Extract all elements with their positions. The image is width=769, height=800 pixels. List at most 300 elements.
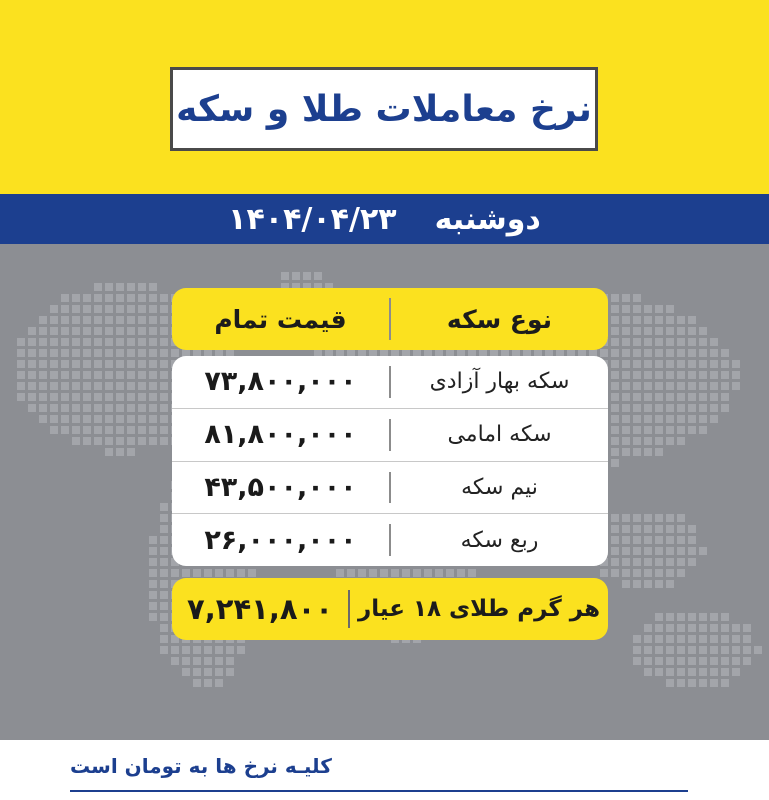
map-dot <box>699 382 707 390</box>
map-dot <box>688 558 696 566</box>
map-dot <box>72 426 80 434</box>
map-dot <box>721 624 729 632</box>
map-dot <box>94 349 102 357</box>
map-dot <box>83 415 91 423</box>
map-dot <box>655 635 663 643</box>
map-dot <box>644 525 652 533</box>
map-dot <box>116 360 124 368</box>
map-dot <box>149 591 157 599</box>
map-dot <box>688 657 696 665</box>
map-dot <box>655 437 663 445</box>
map-dot <box>83 404 91 412</box>
map-dot <box>644 327 652 335</box>
map-dot <box>655 426 663 434</box>
map-dot <box>138 437 146 445</box>
map-dot <box>644 382 652 390</box>
map-dot <box>50 316 58 324</box>
map-dot <box>72 371 80 379</box>
map-dot <box>402 569 410 577</box>
table-row <box>172 356 608 409</box>
map-dot <box>127 294 135 302</box>
map-dot <box>204 679 212 687</box>
map-dot <box>116 338 124 346</box>
gold-price: ۷,۲۴۱,۸۰۰ <box>187 592 333 626</box>
map-dot <box>215 569 223 577</box>
date-line <box>228 202 541 237</box>
map-dot <box>138 283 146 291</box>
map-dot <box>138 305 146 313</box>
map-dot <box>160 591 168 599</box>
map-dot <box>688 338 696 346</box>
map-dot <box>160 624 168 632</box>
map-dot <box>655 382 663 390</box>
map-dot <box>611 448 619 456</box>
map-dot <box>39 349 47 357</box>
map-dot <box>105 283 113 291</box>
map-dot <box>193 657 201 665</box>
map-dot <box>644 635 652 643</box>
map-dot <box>116 316 124 324</box>
map-dot <box>644 426 652 434</box>
map-dot <box>622 580 630 588</box>
gold-label: هر گرم طلای ۱۸ عیار <box>357 596 601 622</box>
table-body <box>172 356 608 566</box>
map-dot <box>72 316 80 324</box>
map-dot <box>28 371 36 379</box>
map-dot <box>644 536 652 544</box>
map-dot <box>149 580 157 588</box>
map-dot <box>688 624 696 632</box>
map-dot <box>446 569 454 577</box>
map-dot <box>677 404 685 412</box>
map-dot <box>160 646 168 654</box>
map-dot <box>83 382 91 390</box>
map-dot <box>666 657 674 665</box>
map-dot <box>61 393 69 401</box>
map-dot <box>303 272 311 280</box>
map-dot <box>160 294 168 302</box>
map-dot <box>633 580 641 588</box>
map-dot <box>666 547 674 555</box>
map-dot <box>39 316 47 324</box>
map-dot <box>622 360 630 368</box>
row-divider <box>389 472 391 504</box>
map-dot <box>61 327 69 335</box>
map-dot <box>94 393 102 401</box>
map-dot <box>677 349 685 357</box>
map-dot <box>116 327 124 335</box>
map-dot <box>633 393 641 401</box>
map-dot <box>39 338 47 346</box>
map-dot <box>666 635 674 643</box>
map-dot <box>721 635 729 643</box>
map-dot <box>50 305 58 313</box>
map-dot <box>633 657 641 665</box>
map-dot <box>160 349 168 357</box>
map-dot <box>127 404 135 412</box>
map-dot <box>72 382 80 390</box>
map-dot <box>292 272 300 280</box>
coin-name: سکه امامی <box>447 422 552 448</box>
map-dot <box>105 437 113 445</box>
map-dot <box>633 437 641 445</box>
map-dot <box>105 294 113 302</box>
map-dot <box>28 327 36 335</box>
map-dot <box>160 635 168 643</box>
map-dot <box>710 415 718 423</box>
currency-note: کلیـه نرخ ها به تومان است <box>70 754 332 778</box>
map-dot <box>50 404 58 412</box>
map-dot <box>94 371 102 379</box>
map-dot <box>149 613 157 621</box>
map-dot <box>677 415 685 423</box>
map-dot <box>688 415 696 423</box>
map-dot <box>611 327 619 335</box>
row-divider <box>389 366 391 398</box>
map-dot <box>611 305 619 313</box>
map-dot <box>138 338 146 346</box>
map-dot <box>182 569 190 577</box>
map-dot <box>710 360 718 368</box>
map-dot <box>127 415 135 423</box>
map-dot <box>94 327 102 335</box>
map-dot <box>666 393 674 401</box>
map-dot <box>655 327 663 335</box>
map-dot <box>28 393 36 401</box>
table-row <box>172 514 608 566</box>
map-dot <box>721 679 729 687</box>
map-dot <box>743 657 751 665</box>
map-dot <box>105 404 113 412</box>
map-dot <box>149 426 157 434</box>
map-dot <box>116 404 124 412</box>
map-dot <box>677 316 685 324</box>
map-dot <box>391 569 399 577</box>
map-dot <box>677 613 685 621</box>
map-dot <box>677 382 685 390</box>
map-dot <box>94 426 102 434</box>
map-dot <box>644 404 652 412</box>
map-dot <box>710 613 718 621</box>
map-dot <box>611 349 619 357</box>
map-dot <box>677 635 685 643</box>
map-dot <box>666 404 674 412</box>
map-dot <box>743 624 751 632</box>
map-dot <box>72 349 80 357</box>
map-dot <box>83 305 91 313</box>
map-dot <box>138 415 146 423</box>
map-dot <box>105 426 113 434</box>
map-dot <box>655 360 663 368</box>
map-dot <box>732 635 740 643</box>
map-dot <box>149 547 157 555</box>
map-dot <box>160 426 168 434</box>
map-dot <box>61 360 69 368</box>
map-dot <box>666 613 674 621</box>
map-dot <box>633 635 641 643</box>
map-dot <box>138 371 146 379</box>
map-dot <box>61 404 69 412</box>
map-dot <box>50 371 58 379</box>
map-dot <box>160 305 168 313</box>
map-dot <box>116 283 124 291</box>
map-dot <box>83 316 91 324</box>
map-dot <box>688 360 696 368</box>
map-dot <box>127 448 135 456</box>
map-dot <box>94 415 102 423</box>
map-dot <box>622 415 630 423</box>
map-dot <box>710 646 718 654</box>
map-dot <box>721 349 729 357</box>
map-dot <box>622 525 630 533</box>
map-dot <box>61 349 69 357</box>
map-dot <box>237 569 245 577</box>
map-dot <box>611 393 619 401</box>
map-dot <box>94 283 102 291</box>
map-dot <box>688 679 696 687</box>
map-dot <box>116 415 124 423</box>
map-dot <box>160 580 168 588</box>
map-dot <box>655 371 663 379</box>
map-dot <box>666 580 674 588</box>
map-dot <box>622 448 630 456</box>
map-dot <box>666 525 674 533</box>
map-dot <box>17 382 25 390</box>
map-dot <box>116 382 124 390</box>
table-row <box>172 462 608 515</box>
map-dot <box>699 338 707 346</box>
map-dot <box>677 426 685 434</box>
map-dot <box>39 360 47 368</box>
map-dot <box>644 305 652 313</box>
coin-price: ۸۱,۸۰۰,۰۰۰ <box>204 419 357 451</box>
map-dot <box>611 536 619 544</box>
map-dot <box>611 360 619 368</box>
map-dot <box>644 624 652 632</box>
map-dot <box>127 437 135 445</box>
map-dot <box>127 283 135 291</box>
map-dot <box>699 613 707 621</box>
map-dot <box>666 338 674 346</box>
map-dot <box>149 305 157 313</box>
map-dot <box>138 316 146 324</box>
map-dot <box>688 635 696 643</box>
map-dot <box>182 646 190 654</box>
coin-name: ربع سکه <box>460 527 539 553</box>
map-dot <box>50 426 58 434</box>
map-dot <box>149 415 157 423</box>
map-dot <box>149 316 157 324</box>
map-dot <box>644 338 652 346</box>
column-header-type: نوع سکه <box>446 304 553 334</box>
map-dot <box>105 371 113 379</box>
map-dot <box>72 437 80 445</box>
map-dot <box>622 294 630 302</box>
map-dot <box>94 404 102 412</box>
map-dot <box>160 404 168 412</box>
map-dot <box>127 426 135 434</box>
map-dot <box>633 294 641 302</box>
map-dot <box>116 294 124 302</box>
map-dot <box>721 657 729 665</box>
table-row <box>172 409 608 462</box>
map-dot <box>83 360 91 368</box>
map-dot <box>721 668 729 676</box>
map-dot <box>138 294 146 302</box>
map-dot <box>677 514 685 522</box>
map-dot <box>435 569 443 577</box>
map-dot <box>72 415 80 423</box>
map-dot <box>622 536 630 544</box>
map-dot <box>655 393 663 401</box>
map-dot <box>644 448 652 456</box>
map-dot <box>699 393 707 401</box>
map-dot <box>611 547 619 555</box>
map-dot <box>655 448 663 456</box>
map-dot <box>655 668 663 676</box>
map-dot <box>721 382 729 390</box>
map-dot <box>160 371 168 379</box>
date-label: ۱۴۰۴/۰۴/۲۳ <box>228 201 397 237</box>
map-dot <box>666 305 674 313</box>
map-dot <box>149 349 157 357</box>
map-dot <box>633 558 641 566</box>
map-dot <box>50 338 58 346</box>
map-dot <box>622 569 630 577</box>
map-dot <box>622 514 630 522</box>
map-dot <box>83 338 91 346</box>
map-dot <box>127 371 135 379</box>
coin-price: ۷۳,۸۰۰,۰۰۰ <box>204 366 357 398</box>
map-dot <box>149 371 157 379</box>
map-dot <box>204 668 212 676</box>
map-dot <box>633 327 641 335</box>
map-dot <box>138 393 146 401</box>
map-dot <box>94 305 102 313</box>
map-dot <box>72 294 80 302</box>
map-dot <box>116 305 124 313</box>
map-dot <box>688 536 696 544</box>
map-dot <box>149 558 157 566</box>
footer-line <box>70 790 688 792</box>
map-dot <box>105 316 113 324</box>
map-dot <box>72 404 80 412</box>
map-dot <box>666 415 674 423</box>
coin-price-table <box>172 288 608 566</box>
map-dot <box>105 393 113 401</box>
map-dot <box>61 426 69 434</box>
map-dot <box>699 360 707 368</box>
map-dot <box>149 536 157 544</box>
map-dot <box>743 646 751 654</box>
map-dot <box>699 635 707 643</box>
map-dot <box>677 371 685 379</box>
map-dot <box>699 657 707 665</box>
map-dot <box>149 382 157 390</box>
map-dot <box>666 316 674 324</box>
map-dot <box>633 547 641 555</box>
map-dot <box>160 393 168 401</box>
map-dot <box>160 382 168 390</box>
map-dot <box>204 569 212 577</box>
map-dot <box>688 382 696 390</box>
map-dot <box>160 327 168 335</box>
map-dot <box>105 327 113 335</box>
map-dot <box>666 437 674 445</box>
date-band <box>0 194 769 244</box>
map-dot <box>39 404 47 412</box>
map-dot <box>193 668 201 676</box>
title-box <box>170 67 598 151</box>
map-dot <box>710 679 718 687</box>
gold-divider <box>348 590 350 628</box>
map-dot <box>28 338 36 346</box>
map-dot <box>50 360 58 368</box>
map-dot <box>633 305 641 313</box>
map-dot <box>677 569 685 577</box>
map-dot <box>116 448 124 456</box>
map-dot <box>710 635 718 643</box>
footer <box>0 740 769 800</box>
coin-price: ۲۶,۰۰۰,۰۰۰ <box>204 524 357 556</box>
map-dot <box>622 382 630 390</box>
map-dot <box>699 404 707 412</box>
row-divider <box>389 524 391 556</box>
map-dot <box>226 569 234 577</box>
map-dot <box>710 404 718 412</box>
map-dot <box>17 360 25 368</box>
map-dot <box>336 569 344 577</box>
map-dot <box>710 668 718 676</box>
map-dot <box>127 338 135 346</box>
map-dot <box>281 272 289 280</box>
map-dot <box>622 558 630 566</box>
map-dot <box>677 547 685 555</box>
map-dot <box>611 415 619 423</box>
map-dot <box>688 547 696 555</box>
map-dot <box>622 547 630 555</box>
map-dot <box>171 657 179 665</box>
map-dot <box>677 393 685 401</box>
map-dot <box>116 349 124 357</box>
map-dot <box>160 525 168 533</box>
map-dot <box>732 624 740 632</box>
map-dot <box>677 327 685 335</box>
map-dot <box>699 371 707 379</box>
map-dot <box>457 569 465 577</box>
map-dot <box>688 426 696 434</box>
map-dot <box>369 569 377 577</box>
map-dot <box>655 338 663 346</box>
map-dot <box>666 360 674 368</box>
map-dot <box>138 349 146 357</box>
map-dot <box>94 338 102 346</box>
map-dot <box>138 327 146 335</box>
map-dot <box>160 558 168 566</box>
map-dot <box>710 657 718 665</box>
map-dot <box>644 580 652 588</box>
map-dot <box>677 525 685 533</box>
map-dot <box>226 646 234 654</box>
map-dot <box>94 316 102 324</box>
map-dot <box>710 371 718 379</box>
map-dot <box>83 426 91 434</box>
map-dot <box>721 360 729 368</box>
map-dot <box>688 613 696 621</box>
map-dot <box>688 316 696 324</box>
map-dot <box>39 393 47 401</box>
map-dot <box>655 305 663 313</box>
